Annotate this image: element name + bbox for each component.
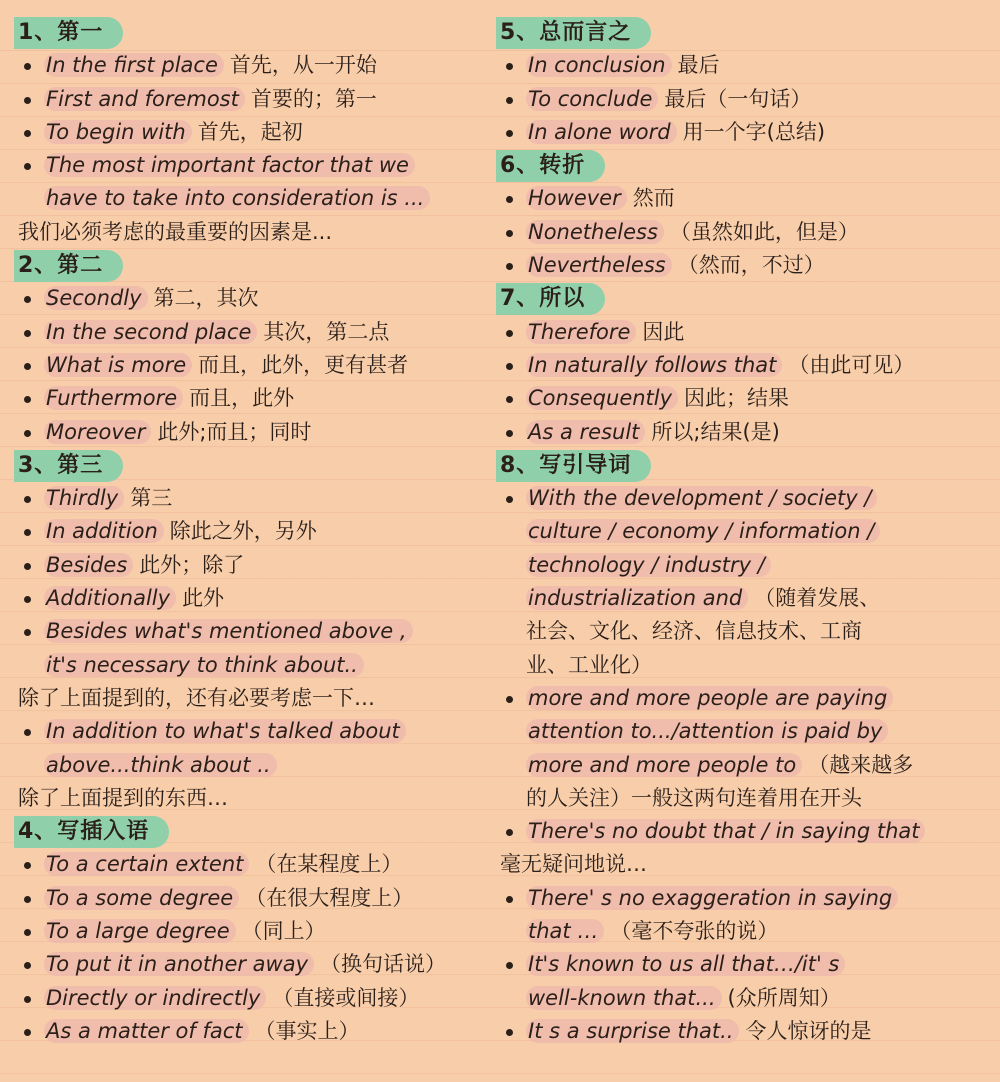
english-phrase: Consequently (526, 386, 678, 410)
chinese-meaning: 令人惊讶的是 (745, 1018, 872, 1043)
section-heading: 7、所以 (496, 283, 605, 315)
phrase-item (14, 349, 490, 382)
phrase-item (496, 349, 992, 382)
chinese-meaning: 最后（一句话） (664, 86, 812, 111)
english-phrase: As a result (526, 420, 645, 444)
phrase-continuation (496, 615, 992, 648)
phrase-continuation (14, 182, 490, 215)
chinese-meaning: 此外;而且；同时 (157, 419, 312, 444)
phrase-item (496, 882, 992, 915)
chinese-meaning: 此外；除了 (139, 552, 245, 577)
phrase-continuation (496, 549, 992, 582)
phrase-continuation (496, 749, 992, 782)
section-heading-row (14, 16, 490, 49)
chinese-meaning: 第三 (130, 486, 173, 511)
section-heading-row (496, 282, 992, 315)
chinese-meaning: 因此 (642, 319, 685, 344)
phrase-item (496, 83, 992, 116)
phrase-item (14, 982, 490, 1015)
english-phrase: It's known to us all that…/it' s (526, 952, 845, 976)
english-phrase: In alone word (526, 120, 677, 144)
phrase-continuation (14, 782, 490, 815)
chinese-meaning: 业、工业化） (526, 652, 652, 677)
english-phrase: above...think about .. (44, 753, 277, 777)
chinese-meaning: （虽然如此，但是） (669, 219, 859, 244)
section-heading: 5、总而言之 (496, 17, 651, 49)
english-phrase: In naturally follows that (526, 353, 782, 377)
phrase-item (496, 682, 992, 715)
section-heading-row (14, 449, 490, 482)
chinese-meaning: （随着发展、 (754, 586, 881, 611)
section-heading: 4、写插入语 (14, 816, 169, 848)
phrase-continuation (496, 782, 992, 815)
english-phrase: Besides what's mentioned above , (44, 619, 413, 643)
phrase-continuation (496, 515, 992, 548)
english-phrase: To a some degree (44, 886, 239, 910)
english-phrase: Additionally (44, 586, 176, 610)
chinese-meaning: (众所周知） (727, 985, 841, 1010)
chinese-meaning: 除此之外，另外 (169, 519, 317, 544)
phrase-continuation (14, 216, 490, 249)
chinese-meaning: （事实上） (254, 1018, 360, 1043)
phrase-item (14, 615, 490, 648)
english-phrase: To put it in another away (44, 952, 314, 976)
section-heading: 6、转折 (496, 150, 605, 182)
english-phrase: First and foremost (44, 87, 245, 111)
english-phrase: There's no doubt that / in saying that (526, 819, 925, 843)
phrase-continuation (496, 715, 992, 748)
chinese-meaning: 除了上面提到的，还有必要考虑一下… (18, 685, 375, 710)
phrase-item (14, 948, 490, 981)
phrase-item (14, 382, 490, 415)
phrase-item (14, 316, 490, 349)
english-phrase: Thirdly (44, 486, 124, 510)
phrase-item (14, 282, 490, 315)
phrase-item (496, 815, 992, 848)
phrase-item (14, 715, 490, 748)
phrase-item (14, 83, 490, 116)
phrase-item (14, 848, 490, 881)
english-phrase: have to take into consideration is ... (44, 186, 430, 210)
english-phrase: In the second place (44, 320, 257, 344)
chinese-meaning: （在很大程度上） (245, 885, 414, 910)
english-phrase: The most important factor that we (44, 153, 415, 177)
english-phrase: Directly or indirectly (44, 986, 266, 1010)
english-phrase: To begin with (44, 120, 192, 144)
english-phrase: However (526, 186, 627, 210)
english-phrase: In the first place (44, 53, 224, 77)
phrase-continuation (496, 848, 992, 881)
english-phrase: Moreover (44, 420, 151, 444)
phrase-continuation (14, 649, 490, 682)
phrase-item (496, 416, 992, 449)
chinese-meaning: 然而 (632, 186, 675, 211)
phrase-continuation (496, 982, 992, 1015)
chinese-meaning: （同上） (241, 919, 326, 944)
left-column (14, 16, 490, 1048)
phrase-item (14, 49, 490, 82)
english-phrase: industrialization and (526, 586, 748, 610)
phrase-item (14, 1015, 490, 1048)
section-heading-row (496, 449, 992, 482)
chinese-meaning: 而且，此外，更有甚者 (198, 352, 409, 377)
chinese-meaning: 毫无疑问地说… (500, 852, 647, 877)
english-phrase: To conclude (526, 87, 658, 111)
chinese-meaning: 除了上面提到的东西… (18, 785, 228, 810)
chinese-meaning: （然而，不过） (677, 253, 825, 278)
english-phrase: To a large degree (44, 919, 236, 943)
english-phrase: Besides (44, 553, 133, 577)
chinese-meaning: 的人关注）一般这两句连着用在开头 (526, 785, 862, 810)
section-heading: 1、第一 (14, 17, 123, 49)
phrase-continuation (496, 649, 992, 682)
english-phrase: it's necessary to think about.. (44, 653, 364, 677)
chinese-meaning: 此外 (182, 586, 225, 611)
chinese-meaning: （直接或间接） (272, 985, 420, 1010)
chinese-meaning: 首先，起初 (197, 119, 303, 144)
chinese-meaning: 而且，此外 (189, 386, 295, 411)
phrase-item (14, 416, 490, 449)
phrase-item (14, 149, 490, 182)
english-phrase: There' s no exaggeration in saying (526, 886, 898, 910)
english-phrase: Therefore (526, 320, 636, 344)
english-phrase: technology / industry / (526, 553, 771, 577)
phrase-continuation (496, 582, 992, 615)
english-phrase: In addition to what's talked about (44, 719, 406, 743)
section-heading: 2、第二 (14, 250, 123, 282)
english-phrase: In addition (44, 519, 164, 543)
chinese-meaning: 用一个字(总结) (682, 119, 826, 144)
phrase-continuation (14, 749, 490, 782)
chinese-meaning: 所以;结果(是) (651, 419, 780, 444)
section-heading: 3、第三 (14, 450, 123, 482)
phrase-item (496, 382, 992, 415)
phrase-item (14, 482, 490, 515)
english-phrase: Nonetheless (526, 220, 664, 244)
phrase-item (14, 515, 490, 548)
chinese-meaning: 因此；结果 (684, 386, 790, 411)
english-phrase: more and more people to (526, 753, 802, 777)
english-phrase: What is more (44, 353, 192, 377)
phrase-item (496, 49, 992, 82)
english-phrase: attention to.../attention is paid by (526, 719, 888, 743)
chinese-meaning: 其次，第二点 (263, 319, 390, 344)
english-phrase: Furthermore (44, 386, 183, 410)
chinese-meaning: 第二，其次 (153, 286, 259, 311)
right-column (496, 16, 992, 1048)
chinese-meaning: 社会、文化、经济、信息技术、工商 (526, 619, 862, 644)
phrase-item (496, 316, 992, 349)
english-phrase: With the development / society / (526, 486, 877, 510)
phrase-item (14, 582, 490, 615)
chinese-meaning: （越来越多 (808, 752, 914, 777)
section-heading: 8、写引导词 (496, 450, 651, 482)
phrase-item (14, 549, 490, 582)
section-heading-row (496, 16, 992, 49)
english-phrase: In conclusion (526, 53, 672, 77)
english-phrase: well-known that... (526, 986, 722, 1010)
chinese-meaning: 我们必须考虑的最重要的因素是... (18, 219, 333, 244)
chinese-meaning: 最后 (677, 53, 720, 78)
phrase-item (14, 116, 490, 149)
chinese-meaning: （换句话说） (320, 952, 447, 977)
english-phrase: It s a surprise that.. (526, 1019, 739, 1043)
english-phrase: As a matter of fact (44, 1019, 249, 1043)
phrase-item (14, 882, 490, 915)
phrase-item (496, 249, 992, 282)
english-phrase: more and more people are paying (526, 686, 893, 710)
english-phrase: To a certain extent (44, 852, 249, 876)
phrase-item (496, 216, 992, 249)
chinese-meaning: （在某程度上） (255, 852, 403, 877)
phrase-item (496, 948, 992, 981)
chinese-meaning: （毫不夸张的说） (610, 919, 779, 944)
english-phrase: culture / economy / information / (526, 519, 880, 543)
section-heading-row (14, 815, 490, 848)
section-heading-row (496, 149, 992, 182)
english-phrase: that … (526, 919, 604, 943)
phrase-item (496, 182, 992, 215)
chinese-meaning: 首先，从一开始 (229, 53, 377, 78)
section-heading-row (14, 249, 490, 282)
phrase-item (496, 482, 992, 515)
english-phrase: Nevertheless (526, 253, 672, 277)
english-phrase: Secondly (44, 286, 148, 310)
phrase-item (14, 915, 490, 948)
phrase-item (496, 1015, 992, 1048)
phrase-continuation (496, 915, 992, 948)
chinese-meaning: （由此可见） (788, 352, 915, 377)
chinese-meaning: 首要的；第一 (250, 86, 377, 111)
phrase-continuation (14, 682, 490, 715)
phrase-item (496, 116, 992, 149)
